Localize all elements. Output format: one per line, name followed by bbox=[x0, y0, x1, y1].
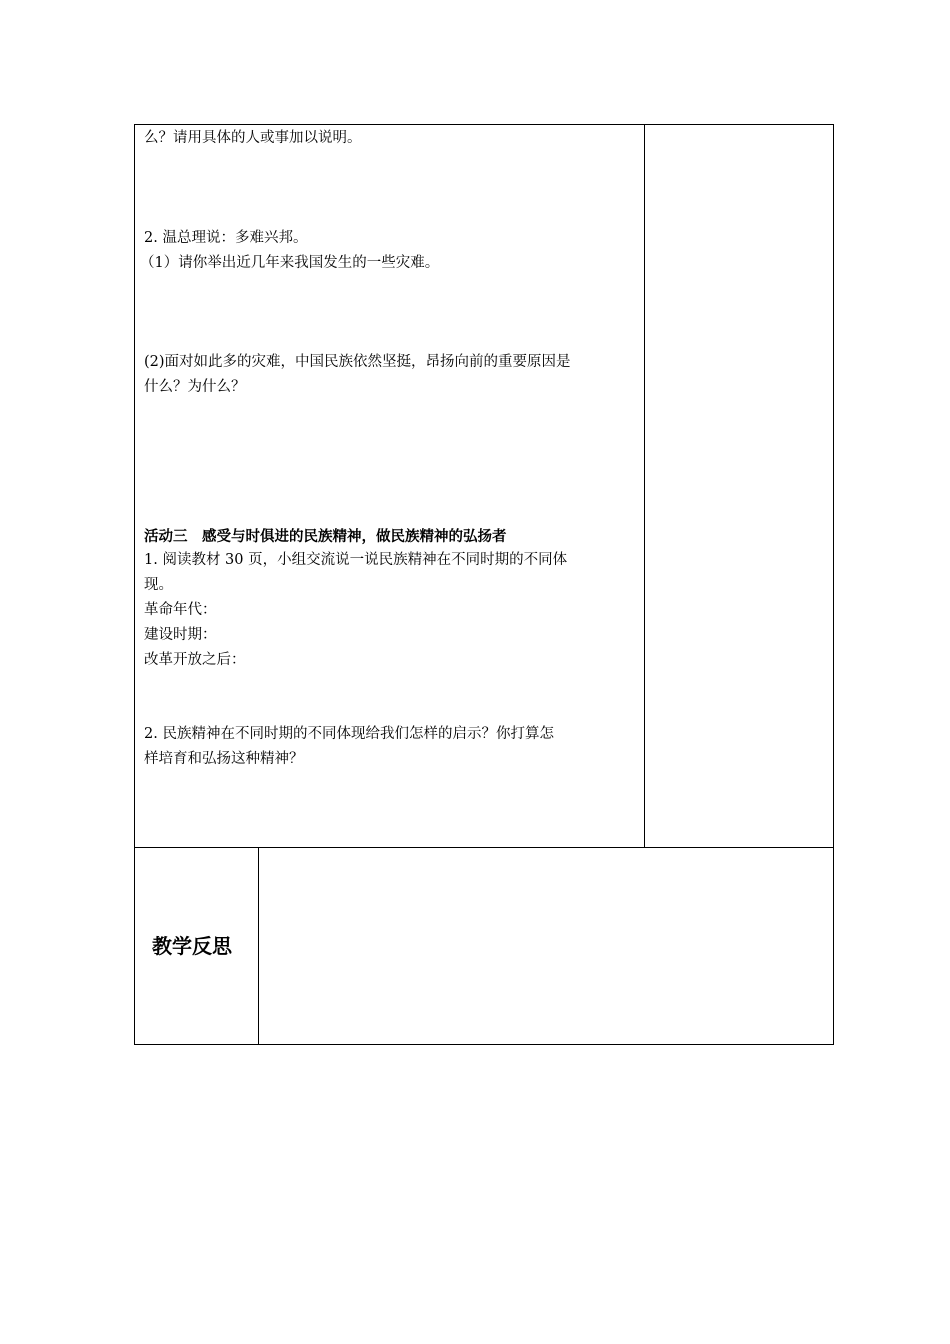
table-left-border bbox=[134, 124, 135, 1045]
question-2-title: 2. 温总理说：多难兴邦。 bbox=[144, 230, 308, 246]
upper-column-divider bbox=[644, 124, 645, 847]
activity-3-question-2-line-2: 样培育和弘扬这种精神？ bbox=[144, 751, 304, 767]
activity-3-question-1-line-2: 现。 bbox=[144, 577, 173, 593]
table-top-border bbox=[134, 124, 834, 125]
era-revolution: 革命年代： bbox=[144, 602, 217, 618]
teaching-reflection-content[interactable] bbox=[268, 856, 824, 1036]
era-construction: 建设时期： bbox=[144, 627, 217, 643]
question-2-sub-2-line-1: (2)面对如此多的灾难，中国民族依然坚挺，昂扬向前的重要原因是 bbox=[144, 354, 571, 370]
lower-column-divider bbox=[258, 847, 259, 1045]
table-bottom-border bbox=[134, 1044, 834, 1045]
activity-3-question-1-line-1: 1. 阅读教材 30 页，小组交流说一说民族精神在不同时期的不同体 bbox=[144, 552, 568, 568]
question-2-sub-1: （1）请你举出近几年来我国发生的一些灾难。 bbox=[140, 255, 440, 271]
activity-3-heading: 活动三 感受与时俱进的民族精神，做民族精神的弘扬者 bbox=[144, 529, 507, 545]
continuation-line: 么？请用具体的人或事加以说明。 bbox=[144, 130, 362, 146]
question-2-sub-2-line-2: 什么？为什么？ bbox=[144, 379, 246, 395]
activity-3-question-2-line-1: 2. 民族精神在不同时期的不同体现给我们怎样的启示？你打算怎 bbox=[144, 726, 554, 742]
row-divider bbox=[134, 847, 834, 848]
era-reform: 改革开放之后： bbox=[144, 652, 246, 668]
teaching-reflection-label: 教学反思 bbox=[152, 934, 232, 958]
table-right-border bbox=[833, 124, 834, 1045]
